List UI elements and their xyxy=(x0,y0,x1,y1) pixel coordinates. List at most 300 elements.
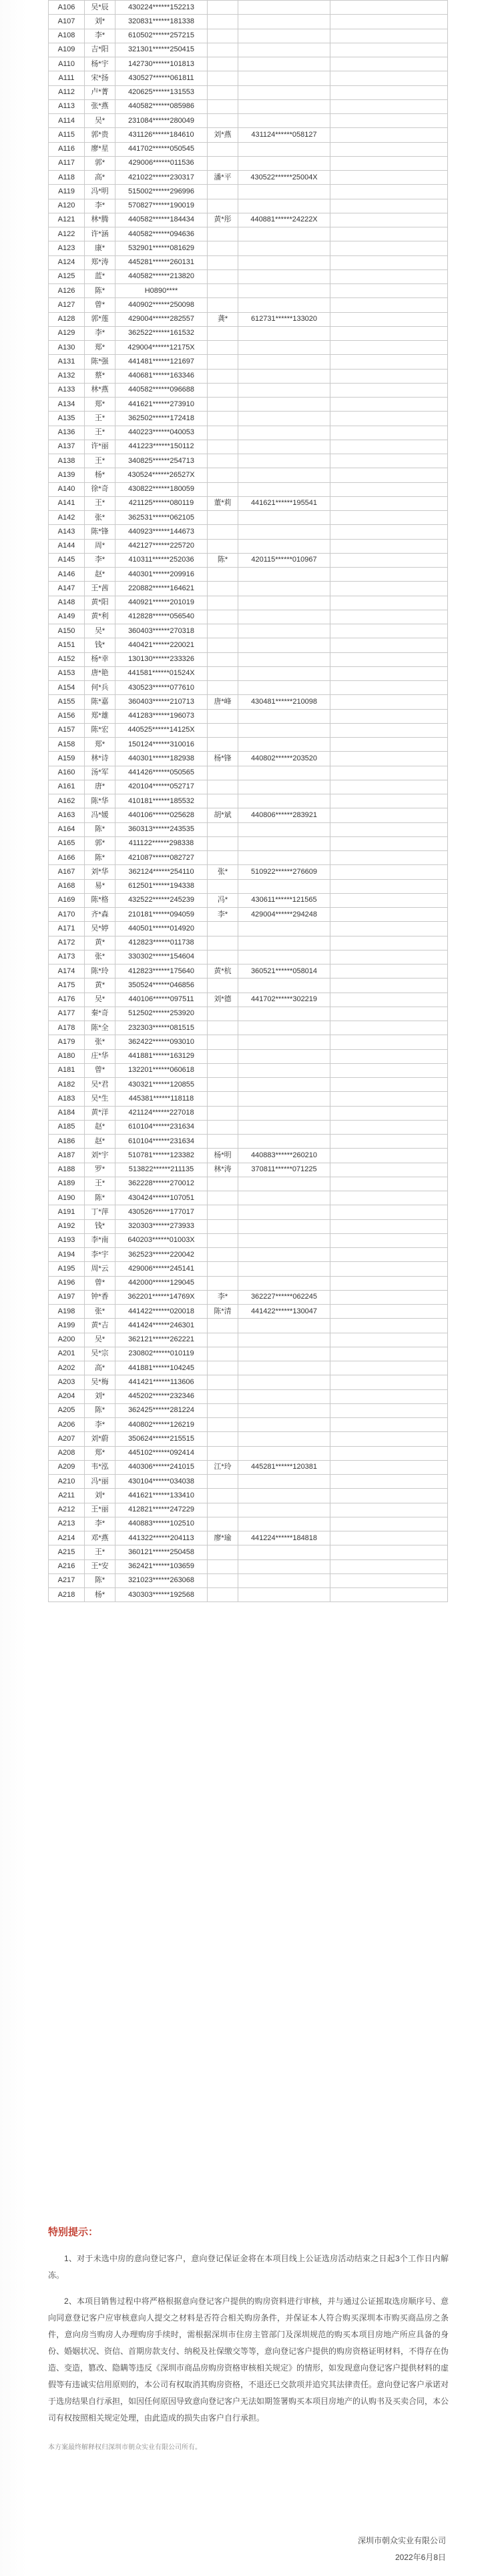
buyer-name-cell: 何*兵 xyxy=(85,681,115,695)
co-buyer-id-cell xyxy=(238,1389,330,1403)
table-row xyxy=(49,298,448,312)
buyer-id-cell: 429006******245141 xyxy=(115,1262,208,1276)
co-buyer-name-cell: 刘*燕 xyxy=(208,128,238,142)
seq-cell: A164 xyxy=(49,822,85,836)
table-row xyxy=(49,865,448,879)
table-row xyxy=(49,511,448,525)
buyer-id-cell: 441421******113606 xyxy=(115,1375,208,1389)
co-buyer-id-cell xyxy=(238,568,330,582)
remark-cell xyxy=(330,624,448,638)
buyer-id-cell: 440923******144673 xyxy=(115,525,208,539)
buyer-id-cell: 440582******085986 xyxy=(115,99,208,113)
remark-cell xyxy=(330,99,448,113)
co-buyer-name-cell: 龚* xyxy=(208,312,238,326)
table-row xyxy=(49,43,448,57)
buyer-name-cell: 徐*奇 xyxy=(85,482,115,496)
co-buyer-name-cell xyxy=(208,511,238,525)
seq-cell: A156 xyxy=(49,709,85,723)
buyer-id-cell: 420104******052717 xyxy=(115,780,208,794)
buyer-id-cell: 362425******281224 xyxy=(115,1403,208,1417)
buyer-id-cell: 440582******094636 xyxy=(115,227,208,241)
table-row xyxy=(49,1333,448,1347)
seq-cell: A141 xyxy=(49,496,85,510)
co-buyer-name-cell xyxy=(208,1375,238,1389)
buyer-name-cell: 王* xyxy=(85,412,115,426)
table-row xyxy=(49,1375,448,1389)
co-buyer-name-cell xyxy=(208,596,238,610)
co-buyer-id-cell: 430522******25004X xyxy=(238,171,330,185)
seq-cell: A196 xyxy=(49,1276,85,1290)
buyer-name-cell: 郭* xyxy=(85,156,115,170)
seq-cell: A198 xyxy=(49,1305,85,1319)
remark-cell xyxy=(330,511,448,525)
table-row xyxy=(49,482,448,496)
co-buyer-id-cell xyxy=(238,227,330,241)
table-row xyxy=(49,426,448,440)
buyer-name-cell: 陈*全 xyxy=(85,1021,115,1035)
co-buyer-name-cell xyxy=(208,71,238,85)
remark-cell xyxy=(330,1035,448,1049)
co-buyer-id-cell xyxy=(238,1191,330,1205)
buyer-id-cell: 610104******231634 xyxy=(115,1120,208,1134)
buyer-name-cell: 陈* xyxy=(85,1403,115,1417)
seq-cell: A174 xyxy=(49,964,85,979)
buyer-id-cell: 445202******232346 xyxy=(115,1389,208,1403)
buyer-id-cell: 429006******011536 xyxy=(115,156,208,170)
co-buyer-name-cell: 陈*清 xyxy=(208,1305,238,1319)
co-buyer-name-cell: 林*涛 xyxy=(208,1163,238,1177)
table-row xyxy=(49,1403,448,1417)
buyer-id-cell: 440902******250098 xyxy=(115,298,208,312)
buyer-name-cell: 罗* xyxy=(85,1163,115,1177)
buyer-name-cell: 黄*吉 xyxy=(85,1319,115,1333)
buyer-name-cell: 赵* xyxy=(85,568,115,582)
remark-cell xyxy=(330,893,448,907)
buyer-name-cell: 韦*泓 xyxy=(85,1460,115,1474)
buyer-name-cell: 陈* xyxy=(85,822,115,836)
co-buyer-name-cell xyxy=(208,1503,238,1517)
buyer-id-cell: 142730******101813 xyxy=(115,57,208,71)
buyer-name-cell: 齐*森 xyxy=(85,908,115,922)
buyer-id-cell: 442000******129045 xyxy=(115,1276,208,1290)
co-buyer-name-cell xyxy=(208,1233,238,1247)
buyer-id-cell: 412823******011738 xyxy=(115,936,208,950)
table-row xyxy=(49,1559,448,1573)
table-row xyxy=(49,241,448,255)
buyer-name-cell: 刘*华 xyxy=(85,865,115,879)
buyer-id-cell: 132201******060618 xyxy=(115,1063,208,1077)
remark-cell xyxy=(330,922,448,936)
co-buyer-id-cell: 430481******210098 xyxy=(238,695,330,709)
table-row xyxy=(49,1021,448,1035)
seq-cell: A123 xyxy=(49,241,85,255)
co-buyer-id-cell: 429004******294248 xyxy=(238,908,330,922)
buyer-name-cell: 杨* xyxy=(85,468,115,482)
table-row xyxy=(49,284,448,298)
buyer-id-cell: 350624******215515 xyxy=(115,1432,208,1446)
co-buyer-name-cell xyxy=(208,582,238,596)
buyer-id-cell: 412823******175640 xyxy=(115,964,208,979)
seq-cell: A152 xyxy=(49,652,85,666)
buyer-id-cell: 430822******180059 xyxy=(115,482,208,496)
remark-cell xyxy=(330,156,448,170)
buyer-id-cell: 441481******121697 xyxy=(115,355,208,369)
table-row xyxy=(49,1290,448,1304)
table-row xyxy=(49,15,448,29)
co-buyer-id-cell xyxy=(238,298,330,312)
background-decoration xyxy=(0,0,27,2576)
buyer-id-cell: 362522******161532 xyxy=(115,326,208,340)
remark-cell xyxy=(330,142,448,156)
co-buyer-id-cell: 440806******283921 xyxy=(238,808,330,822)
co-buyer-name-cell: 杨*锋 xyxy=(208,752,238,766)
co-buyer-name-cell xyxy=(208,1418,238,1432)
remark-cell xyxy=(330,1021,448,1035)
co-buyer-id-cell xyxy=(238,1517,330,1531)
buyer-id-cell: H0890**** xyxy=(115,284,208,298)
co-buyer-name-cell xyxy=(208,255,238,269)
remark-cell xyxy=(330,15,448,29)
table-row xyxy=(49,1233,448,1247)
buyer-name-cell: 冯*丽 xyxy=(85,1475,115,1489)
buyer-id-cell: 640203******01003X xyxy=(115,1233,208,1247)
registration-table xyxy=(48,0,448,1602)
table-row xyxy=(49,1347,448,1361)
co-buyer-id-cell xyxy=(238,71,330,85)
co-buyer-id-cell: 441621******195541 xyxy=(238,496,330,510)
buyer-name-cell: 吴*辰 xyxy=(85,1,115,15)
seq-cell: A128 xyxy=(49,312,85,326)
remark-cell xyxy=(330,1418,448,1432)
buyer-name-cell: 许*涵 xyxy=(85,227,115,241)
remark-cell xyxy=(330,1333,448,1347)
co-buyer-name-cell xyxy=(208,1,238,15)
buyer-id-cell: 421125******080119 xyxy=(115,496,208,510)
seq-cell: A193 xyxy=(49,1233,85,1247)
seq-cell: A189 xyxy=(49,1177,85,1191)
co-buyer-name-cell xyxy=(208,822,238,836)
buyer-name-cell: 刘*蔚 xyxy=(85,1432,115,1446)
table-row xyxy=(49,454,448,468)
buyer-name-cell: 曾* xyxy=(85,298,115,312)
co-buyer-name-cell xyxy=(208,57,238,71)
buyer-name-cell: 许*丽 xyxy=(85,440,115,454)
table-row xyxy=(49,341,448,355)
remark-cell xyxy=(330,596,448,610)
buyer-name-cell: 林*诗 xyxy=(85,752,115,766)
table-row xyxy=(49,836,448,850)
remark-cell xyxy=(330,1106,448,1120)
remark-cell xyxy=(330,709,448,723)
co-buyer-id-cell xyxy=(238,369,330,383)
co-buyer-id-cell xyxy=(238,1446,330,1460)
seq-cell: A167 xyxy=(49,865,85,879)
seq-cell: A160 xyxy=(49,766,85,780)
buyer-id-cell: 440106******025628 xyxy=(115,808,208,822)
remark-cell xyxy=(330,1290,448,1304)
co-buyer-name-cell xyxy=(208,241,238,255)
buyer-id-cell: 430321******120855 xyxy=(115,1078,208,1092)
seq-cell: A135 xyxy=(49,412,85,426)
seq-cell: A146 xyxy=(49,568,85,582)
table-row xyxy=(49,964,448,979)
remark-cell xyxy=(330,482,448,496)
buyer-name-cell: 吉*阳 xyxy=(85,43,115,57)
seq-cell: A109 xyxy=(49,43,85,57)
buyer-id-cell: 430303******192568 xyxy=(115,1588,208,1602)
buyer-id-cell: 440921******201019 xyxy=(115,596,208,610)
co-buyer-id-cell xyxy=(238,922,330,936)
buyer-name-cell: 蓝* xyxy=(85,269,115,283)
buyer-name-cell: 吴*婷 xyxy=(85,922,115,936)
co-buyer-id-cell xyxy=(238,199,330,213)
seq-cell: A126 xyxy=(49,284,85,298)
co-buyer-id-cell xyxy=(238,851,330,865)
co-buyer-name-cell xyxy=(208,1432,238,1446)
co-buyer-name-cell xyxy=(208,1446,238,1460)
co-buyer-id-cell: 440881******24222X xyxy=(238,213,330,227)
co-buyer-id-cell xyxy=(238,185,330,199)
seq-cell: A145 xyxy=(49,553,85,567)
co-buyer-name-cell xyxy=(208,383,238,397)
buyer-name-cell: 陈*华 xyxy=(85,794,115,808)
table-row xyxy=(49,695,448,709)
buyer-name-cell: 李*宇 xyxy=(85,1248,115,1262)
buyer-id-cell: 430526******177017 xyxy=(115,1205,208,1219)
buyer-name-cell: 吴* xyxy=(85,993,115,1007)
co-buyer-name-cell xyxy=(208,114,238,128)
buyer-id-cell: 362228******270012 xyxy=(115,1177,208,1191)
seq-cell: A133 xyxy=(49,383,85,397)
seq-cell: A216 xyxy=(49,1559,85,1573)
seq-cell: A202 xyxy=(49,1361,85,1375)
table-row xyxy=(49,1248,448,1262)
co-buyer-id-cell xyxy=(238,1432,330,1446)
remark-cell xyxy=(330,865,448,879)
co-buyer-name-cell xyxy=(208,1219,238,1233)
buyer-name-cell: 郑* xyxy=(85,398,115,412)
buyer-id-cell: 440802******126219 xyxy=(115,1418,208,1432)
table-row xyxy=(49,1418,448,1432)
buyer-name-cell: 吴*宗 xyxy=(85,1347,115,1361)
remark-cell xyxy=(330,355,448,369)
seq-cell: A204 xyxy=(49,1389,85,1403)
co-buyer-id-cell xyxy=(238,1021,330,1035)
co-buyer-name-cell: 李* xyxy=(208,908,238,922)
buyer-id-cell: 445102******092414 xyxy=(115,1446,208,1460)
buyer-id-cell: 411122******298338 xyxy=(115,836,208,850)
co-buyer-name-cell xyxy=(208,1517,238,1531)
copyright-note: 本方案最终解释权归深圳市朝众实业有限公司所有。 xyxy=(48,2444,202,2451)
remark-cell xyxy=(330,582,448,596)
buyer-id-cell: 440501******014920 xyxy=(115,922,208,936)
co-buyer-id-cell: 440802******203520 xyxy=(238,752,330,766)
buyer-name-cell: 冯*媛 xyxy=(85,808,115,822)
table-row xyxy=(49,383,448,397)
remark-cell xyxy=(330,71,448,85)
co-buyer-id-cell xyxy=(238,1489,330,1503)
remark-cell xyxy=(330,1375,448,1389)
seq-cell: A144 xyxy=(49,539,85,553)
buyer-name-cell: 杨* xyxy=(85,1588,115,1602)
table-row xyxy=(49,1517,448,1531)
seq-cell: A150 xyxy=(49,624,85,638)
buyer-id-cell: 431126******184610 xyxy=(115,128,208,142)
buyer-name-cell: 李* xyxy=(85,326,115,340)
remark-cell xyxy=(330,822,448,836)
remark-cell xyxy=(330,412,448,426)
remark-cell xyxy=(330,1517,448,1531)
buyer-name-cell: 林*腾 xyxy=(85,213,115,227)
buyer-id-cell: 412828******056540 xyxy=(115,610,208,624)
co-buyer-id-cell xyxy=(238,1177,330,1191)
remark-cell xyxy=(330,298,448,312)
buyer-name-cell: 张* xyxy=(85,1035,115,1049)
buyer-name-cell: 高* xyxy=(85,1361,115,1375)
co-buyer-id-cell xyxy=(238,936,330,950)
seq-cell: A137 xyxy=(49,440,85,454)
buyer-name-cell: 张* xyxy=(85,950,115,964)
co-buyer-id-cell xyxy=(238,85,330,99)
buyer-name-cell: 王*丽 xyxy=(85,1503,115,1517)
remark-cell xyxy=(330,1078,448,1092)
table-row xyxy=(49,1191,448,1205)
buyer-id-cell: 429004******12175X xyxy=(115,341,208,355)
seq-cell: A217 xyxy=(49,1573,85,1587)
seq-cell: A200 xyxy=(49,1333,85,1347)
remark-cell xyxy=(330,553,448,567)
table-row xyxy=(49,723,448,737)
co-buyer-name-cell xyxy=(208,355,238,369)
table-row xyxy=(49,1092,448,1106)
table-row xyxy=(49,1389,448,1403)
co-buyer-name-cell xyxy=(208,1347,238,1361)
table-row xyxy=(49,1149,448,1163)
seq-cell: A139 xyxy=(49,468,85,482)
buyer-name-cell: 王* xyxy=(85,496,115,510)
co-buyer-name-cell xyxy=(208,99,238,113)
co-buyer-name-cell xyxy=(208,1319,238,1333)
co-buyer-name-cell xyxy=(208,85,238,99)
co-buyer-id-cell xyxy=(238,269,330,283)
co-buyer-name-cell xyxy=(208,298,238,312)
co-buyer-name-cell: 胡*斌 xyxy=(208,808,238,822)
remark-cell xyxy=(330,1460,448,1474)
seq-cell: A158 xyxy=(49,738,85,752)
buyer-id-cell: 320831******181338 xyxy=(115,15,208,29)
co-buyer-id-cell xyxy=(238,99,330,113)
co-buyer-id-cell xyxy=(238,241,330,255)
buyer-name-cell: 黄* xyxy=(85,979,115,993)
remark-cell xyxy=(330,57,448,71)
remark-cell xyxy=(330,1559,448,1573)
table-row xyxy=(49,1078,448,1092)
remark-cell xyxy=(330,241,448,255)
seq-cell: A206 xyxy=(49,1418,85,1432)
co-buyer-id-cell: 430611******121565 xyxy=(238,893,330,907)
co-buyer-id-cell xyxy=(238,1078,330,1092)
seq-cell: A207 xyxy=(49,1432,85,1446)
buyer-name-cell: 曾* xyxy=(85,1063,115,1077)
table-row xyxy=(49,1177,448,1191)
co-buyer-name-cell xyxy=(208,1078,238,1092)
remark-cell xyxy=(330,1233,448,1247)
buyer-id-cell: 440582******184434 xyxy=(115,213,208,227)
registration-table-body xyxy=(49,1,448,1602)
table-row xyxy=(49,780,448,794)
remark-cell xyxy=(330,312,448,326)
table-row xyxy=(49,908,448,922)
buyer-id-cell: 362201******14769X xyxy=(115,1290,208,1304)
buyer-name-cell: 宋*扬 xyxy=(85,71,115,85)
buyer-id-cell: 430424******107051 xyxy=(115,1191,208,1205)
buyer-name-cell: 李* xyxy=(85,1418,115,1432)
buyer-id-cell: 362422******093010 xyxy=(115,1035,208,1049)
remark-cell xyxy=(330,752,448,766)
seq-cell: A180 xyxy=(49,1049,85,1063)
seq-cell: A143 xyxy=(49,525,85,539)
co-buyer-name-cell xyxy=(208,1120,238,1134)
remark-cell xyxy=(330,199,448,213)
remark-cell xyxy=(330,1503,448,1517)
seq-cell: A117 xyxy=(49,156,85,170)
buyer-name-cell: 王*安 xyxy=(85,1559,115,1573)
remark-cell xyxy=(330,1475,448,1489)
co-buyer-name-cell xyxy=(208,142,238,156)
co-buyer-name-cell: 刘*德 xyxy=(208,993,238,1007)
buyer-id-cell: 429004******282557 xyxy=(115,312,208,326)
seq-cell: A201 xyxy=(49,1347,85,1361)
table-row xyxy=(49,1588,448,1602)
co-buyer-id-cell xyxy=(238,1049,330,1063)
table-row xyxy=(49,1446,448,1460)
buyer-name-cell: 李* xyxy=(85,1517,115,1531)
buyer-id-cell: 430104******034038 xyxy=(115,1475,208,1489)
buyer-name-cell: 丁*萍 xyxy=(85,1205,115,1219)
co-buyer-name-cell xyxy=(208,1403,238,1417)
remark-cell xyxy=(330,1191,448,1205)
co-buyer-name-cell: 董*莉 xyxy=(208,496,238,510)
remark-cell xyxy=(330,836,448,850)
co-buyer-name-cell xyxy=(208,1007,238,1021)
co-buyer-id-cell xyxy=(238,341,330,355)
co-buyer-name-cell xyxy=(208,426,238,440)
remark-cell xyxy=(330,1163,448,1177)
buyer-name-cell: 郑* xyxy=(85,738,115,752)
seq-cell: A179 xyxy=(49,1035,85,1049)
table-row xyxy=(49,1007,448,1021)
buyer-id-cell: 513822******211135 xyxy=(115,1163,208,1177)
buyer-name-cell: 杨*幸 xyxy=(85,652,115,666)
remark-cell xyxy=(330,666,448,680)
co-buyer-id-cell xyxy=(238,326,330,340)
table-row xyxy=(49,255,448,269)
seq-cell: A192 xyxy=(49,1219,85,1233)
table-row xyxy=(49,822,448,836)
buyer-name-cell: 唐*艳 xyxy=(85,666,115,680)
buyer-name-cell: 王* xyxy=(85,454,115,468)
table-row xyxy=(49,213,448,227)
co-buyer-id-cell xyxy=(238,525,330,539)
co-buyer-id-cell xyxy=(238,766,330,780)
buyer-id-cell: 441283******196073 xyxy=(115,709,208,723)
buyer-name-cell: 蔡* xyxy=(85,369,115,383)
notice-paragraph-2: 2、本项目销售过程中将严格根据意向登记客户提供的购房资料进行审核，并与通过公证摇取选房顺序号、意向同意登记客户应审核意向人提交之材料是否符合相关购房条件，并保证本人符合购买深圳本市购买商品房之条件，意向房当购房人办理购房手续时，需根据深圳市住房主管部门及深圳规范的购买本项目房地产所应具备的身份、婚姻状况、资信、首期房款支付、纳税及社保缴交等等，意向登记客户提供的购房资格证明材料，不得存在伪造、变造，篡改、隐瞒等违反《深圳市商品房购房资格审核相关规定》的情形，如发现意向登记客户提供材料的虚假等有违诚实信用原则的，本公司有权取消其购房资格，不退还已交款项并追究其法律责任。意向登记客户承诺对于选房结果自行承担，如因任何原因导致意向登记客户无法如期签署购买本项目房地产的认购书及买卖合同，本公司有权按照相关规定处理，由此造成的损失由客户自行承担。 xyxy=(48,2297,449,2423)
table-row xyxy=(49,752,448,766)
remark-cell xyxy=(330,85,448,99)
buyer-name-cell: 林*燕 xyxy=(85,383,115,397)
remark-cell xyxy=(330,1063,448,1077)
